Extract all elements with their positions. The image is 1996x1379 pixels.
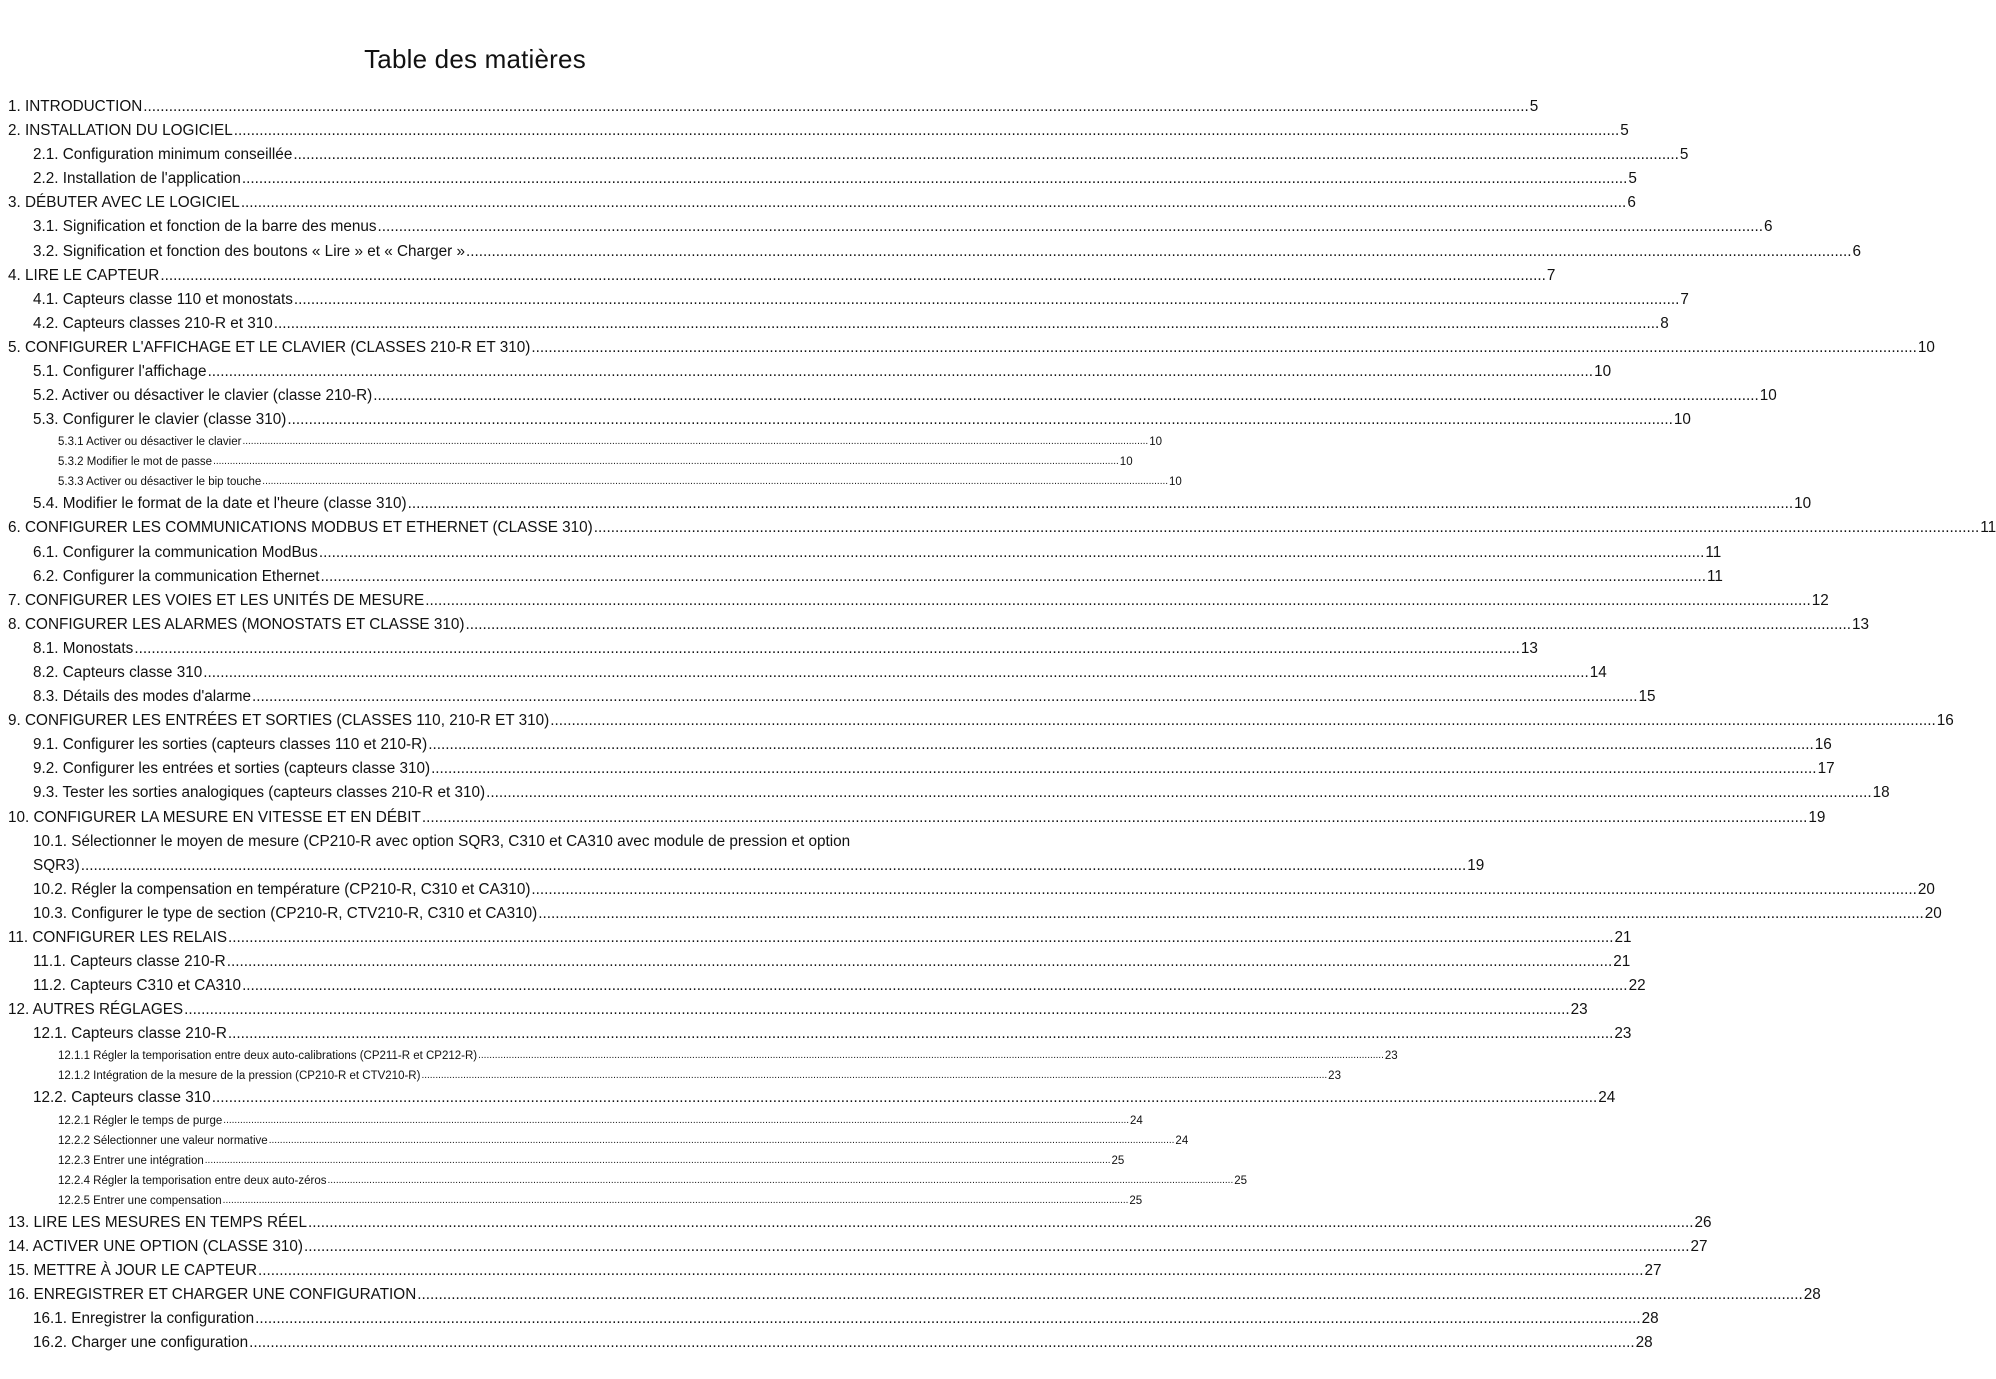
toc-entry-page: 10 xyxy=(1169,476,1182,489)
dot-leader xyxy=(234,119,1620,143)
toc-entry[interactable] xyxy=(8,902,1942,926)
toc-entry-page: 10 xyxy=(1119,456,1133,469)
dot-leader xyxy=(252,685,1638,709)
toc-entry[interactable] xyxy=(8,191,1636,215)
toc-entry[interactable] xyxy=(8,1171,1248,1191)
toc-entry-page: 11 xyxy=(1980,519,1996,537)
toc-entry-page: 27 xyxy=(1690,1237,1708,1255)
dot-leader xyxy=(242,431,1148,452)
dot-leader xyxy=(160,264,1546,288)
toc-entry-title: 5.2. Activer ou désactiver le clavier (classe 210-R) xyxy=(33,387,373,405)
toc-entry-page: 25 xyxy=(1111,1154,1125,1167)
toc-entry-page: 20 xyxy=(1917,880,1935,898)
toc-entry-page: 28 xyxy=(1635,1334,1653,1352)
toc-entry-page: 5 xyxy=(1620,122,1629,140)
toc-entry[interactable] xyxy=(8,1307,1659,1331)
dot-leader xyxy=(249,1331,1635,1355)
toc-entry-page: 19 xyxy=(1808,808,1826,826)
toc-entry[interactable] xyxy=(8,589,1829,613)
toc-entry-page: 10 xyxy=(1673,411,1691,429)
dot-leader xyxy=(373,384,1759,408)
toc-entry-title: 12.2. Capteurs classe 310 xyxy=(33,1089,211,1107)
dot-leader xyxy=(431,757,1817,781)
dot-leader xyxy=(274,312,1660,336)
toc-entry-title: 9.1. Configurer les sorties (capteurs classes 110 et 210-R) xyxy=(33,736,428,754)
toc-entry-title: 12.1. Capteurs classe 210-R xyxy=(33,1025,227,1043)
toc-entry-title: 9. CONFIGURER LES ENTRÉES ET SORTIES (CLASSES 110, 210-R ET 310) xyxy=(8,712,550,730)
dot-leader xyxy=(227,950,1613,974)
toc-entry[interactable] xyxy=(8,998,1588,1022)
dot-leader xyxy=(228,926,1614,950)
toc-entry-title: 6.2. Configurer la communication Ethernet xyxy=(33,567,320,585)
toc-entry[interactable] xyxy=(8,95,1539,119)
toc-entry[interactable] xyxy=(8,452,1133,472)
toc-entry-title-continuation: SQR3) xyxy=(33,856,80,874)
dot-leader xyxy=(242,167,1628,191)
toc-entry-page: 5 xyxy=(1529,98,1539,115)
toc-entry-title: 2.1. Configuration minimum conseillée xyxy=(33,146,293,164)
toc-entry[interactable] xyxy=(8,1211,1712,1235)
toc-entry[interactable] xyxy=(8,492,1812,516)
toc-entry-page: 7 xyxy=(1546,266,1556,284)
toc-entry-page: 22 xyxy=(1628,977,1646,995)
dot-leader xyxy=(465,613,1851,637)
dot-leader xyxy=(304,1235,1690,1259)
dot-leader xyxy=(223,1110,1129,1131)
toc-entry[interactable] xyxy=(8,1151,1125,1171)
toc-entry-title: 9.3. Tester les sorties analogiques (capteurs classes 210-R et 310) xyxy=(33,784,486,802)
toc-entry-page: 21 xyxy=(1613,953,1631,971)
toc-entry-page: 23 xyxy=(1570,1001,1588,1019)
toc-entry-page: 5 xyxy=(1628,170,1637,188)
toc-entry-page: 24 xyxy=(1130,1114,1143,1127)
toc-entry-title: 12.1.2 Intégration de la mesure de la pression (CP210-R et CTV210-R) xyxy=(58,1070,421,1083)
toc-entry-title: 12.1.1 Régler la temporisation entre deux auto-calibrations (CP211-R et CP212-R) xyxy=(58,1050,478,1063)
toc-entry-page: 17 xyxy=(1817,760,1835,778)
toc-entry[interactable] xyxy=(8,360,1612,384)
dot-leader xyxy=(213,451,1119,472)
toc-entry-title: 6. CONFIGURER LES COMMUNICATIONS MODBUS ET ETHERNET (CLASSE 310) xyxy=(8,519,593,537)
toc-entry-page: 5 xyxy=(1679,146,1689,164)
toc-entry-page: 6 xyxy=(1852,242,1862,260)
toc-entry-page: 26 xyxy=(1694,1213,1712,1231)
toc-entry[interactable] xyxy=(8,637,1538,661)
toc-entry-title: 10.1. Sélectionner le moyen de mesure (CP210-R avec option SQR3, C310 et CA310 avec module de pression et option xyxy=(33,832,851,850)
toc-entry-title: 8.3. Détails des modes d'alarme xyxy=(33,688,252,706)
dot-leader xyxy=(531,336,1917,360)
dot-leader xyxy=(205,1150,1111,1171)
toc-entry-page: 10 xyxy=(1594,363,1612,381)
toc-entry-page: 23 xyxy=(1614,1025,1632,1043)
toc-entry[interactable] xyxy=(8,1131,1189,1151)
toc-entry-title: 2.2. Installation de l'application xyxy=(33,170,241,188)
toc-entry-title: 15. METTRE À JOUR LE CAPTEUR xyxy=(8,1261,258,1279)
toc-entry[interactable] xyxy=(8,264,1556,288)
dot-leader xyxy=(425,589,1811,613)
toc-entry[interactable] xyxy=(8,757,1835,781)
toc-entry-title: 16. ENREGISTRER ET CHARGER UNE CONFIGURATION xyxy=(8,1285,417,1303)
toc-entry[interactable] xyxy=(8,541,1722,565)
toc-entry-title: 12.2.4 Régler la temporisation entre deux auto-zéros xyxy=(58,1174,327,1187)
toc-entry-page: 25 xyxy=(1234,1174,1248,1187)
dot-leader xyxy=(408,492,1794,516)
toc-entry-title: 14. ACTIVER UNE OPTION (CLASSE 310) xyxy=(8,1237,303,1255)
dot-leader xyxy=(308,1211,1694,1235)
toc-entry-page: 13 xyxy=(1520,639,1538,657)
dot-leader xyxy=(143,95,1529,119)
toc-entry[interactable] xyxy=(8,119,1629,143)
toc-entry-page: 23 xyxy=(1328,1070,1341,1083)
toc-entry[interactable] xyxy=(8,408,1691,432)
toc-entry[interactable] xyxy=(8,878,1935,902)
toc-entry-title: 11.1. Capteurs classe 210-R xyxy=(33,953,226,971)
toc-entry-title: 12. AUTRES RÉGLAGES xyxy=(8,1001,184,1019)
toc-entry-title: 4.1. Capteurs classe 110 et monostats xyxy=(33,290,293,308)
toc-entry[interactable] xyxy=(8,1066,1341,1086)
toc-entry-title: 8.2. Capteurs classe 310 xyxy=(33,663,203,681)
toc-entry-page: 14 xyxy=(1589,663,1607,681)
toc-entry-title: 7. CONFIGURER LES VOIES ET LES UNITÉS DE MESURE xyxy=(8,591,425,609)
toc-entry-page: 16 xyxy=(1936,712,1954,730)
dot-leader xyxy=(417,1283,1803,1307)
toc-entry[interactable] xyxy=(8,1111,1143,1131)
toc-entry-page: 10 xyxy=(1794,495,1812,513)
dot-leader xyxy=(486,781,1872,805)
toc-entry-title: 16.2. Charger une configuration xyxy=(33,1334,249,1352)
toc-entry-title: 10.2. Régler la compensation en température (CP210-R, C310 et CA310) xyxy=(33,880,531,898)
toc-entry[interactable] xyxy=(8,1086,1616,1110)
toc-entry-title: 8. CONFIGURER LES ALARMES (MONOSTATS ET CLASSE 310) xyxy=(8,615,465,633)
toc-entry[interactable] xyxy=(8,685,1656,709)
dot-leader xyxy=(466,240,1852,264)
toc-entry[interactable] xyxy=(8,312,1669,336)
dot-leader xyxy=(134,637,1520,661)
toc-entry-title: 8.1. Monostats xyxy=(33,639,134,657)
toc-entry-title: 1. INTRODUCTION xyxy=(8,98,143,115)
toc-entry-title: 5.4. Modifier le format de la date et l'heure (classe 310) xyxy=(33,495,407,513)
dot-leader xyxy=(184,998,1570,1022)
toc-entry-page: 11 xyxy=(1705,543,1722,561)
dot-leader xyxy=(422,806,1808,830)
toc-entry[interactable] xyxy=(8,384,1777,408)
toc-entry-title: 5.3.3 Activer ou désactiver le bip touche xyxy=(58,476,262,489)
dot-leader xyxy=(550,709,1936,733)
toc-entry-page: 8 xyxy=(1660,314,1669,332)
dot-leader xyxy=(241,191,1627,215)
toc-entry-page: 21 xyxy=(1614,929,1632,946)
toc-entry-title: 9.2. Configurer les entrées et sorties (capteurs classe 310) xyxy=(33,760,431,778)
dot-leader xyxy=(255,1307,1641,1331)
dot-leader xyxy=(378,215,1764,239)
toc-entry-title: 4. LIRE LE CAPTEUR xyxy=(8,266,160,284)
toc-entry-title: 3. DÉBUTER AVEC LE LOGICIEL xyxy=(8,194,240,212)
dot-leader xyxy=(212,1086,1598,1110)
toc-entry-title: 5.3. Configurer le clavier (classe 310) xyxy=(33,411,287,429)
toc-entry-page: 10 xyxy=(1759,387,1777,405)
dot-leader xyxy=(321,565,1707,589)
page-title: Table des matières xyxy=(364,44,586,74)
toc-entry-title: 10. CONFIGURER LA MESURE EN VITESSE ET EN DÉBIT xyxy=(8,808,421,826)
toc-entry-title: 3.1. Signification et fonction de la barre des menus xyxy=(33,218,377,236)
toc-entry-page: 10 xyxy=(1917,338,1935,356)
toc-entry[interactable] xyxy=(8,733,1832,757)
toc-entry-page: 18 xyxy=(1872,784,1890,802)
dot-leader xyxy=(228,1022,1614,1046)
toc-entry[interactable] xyxy=(8,709,1954,733)
toc-entry-page: 23 xyxy=(1384,1050,1398,1063)
toc-entry[interactable] xyxy=(8,926,1632,950)
toc-entry[interactable] xyxy=(8,288,1689,312)
toc-entry-page: 6 xyxy=(1627,194,1636,212)
toc-entry-page: 20 xyxy=(1924,904,1942,922)
toc-entry-page: 28 xyxy=(1641,1309,1659,1327)
toc-entry-page: 10 xyxy=(1149,436,1162,449)
toc-entry-title: 5. CONFIGURER L'AFFICHAGE ET LE CLAVIER (CLASSES 210-R ET 310) xyxy=(8,338,531,356)
toc-entry-page: 24 xyxy=(1175,1134,1189,1147)
toc-entry-title: 3.2. Signification et fonction des boutons « Lire » et « Charger » xyxy=(33,242,465,260)
toc-entry-page: 15 xyxy=(1638,688,1656,706)
toc-entry-page: 27 xyxy=(1644,1261,1662,1279)
dot-leader xyxy=(262,471,1168,492)
toc-entry-page: 7 xyxy=(1680,290,1689,308)
toc-entry-page: 6 xyxy=(1764,218,1773,236)
table-of-contents xyxy=(8,95,1996,1355)
toc-entry-page: 19 xyxy=(1467,856,1485,874)
toc-entry-title: 12.2.5 Entrer une compensation xyxy=(58,1194,222,1207)
toc-entry-title: 10.3. Configurer le type de section (CP210-R, CTV210-R, C310 et CA310) xyxy=(33,904,538,922)
toc-entry[interactable] xyxy=(8,1191,1143,1211)
dot-leader xyxy=(478,1045,1384,1066)
toc-entry[interactable] xyxy=(8,806,1826,830)
toc-entry[interactable] xyxy=(8,613,1869,637)
toc-entry-title: 5.3.2 Modifier le mot de passe xyxy=(58,456,213,469)
toc-entry[interactable] xyxy=(8,336,1935,360)
toc-entry-page: 25 xyxy=(1129,1194,1143,1207)
toc-entry[interactable] xyxy=(8,1022,1632,1046)
toc-entry[interactable] xyxy=(8,950,1631,974)
dot-leader xyxy=(203,661,1589,685)
dot-leader xyxy=(258,1259,1644,1283)
toc-entry-page: 13 xyxy=(1851,615,1869,633)
dot-leader xyxy=(421,1065,1327,1086)
toc-entry[interactable] xyxy=(8,1235,1708,1259)
dot-leader xyxy=(293,143,1679,167)
toc-entry[interactable] xyxy=(8,472,1182,492)
toc-entry-title: 11.2. Capteurs C310 et CA310 xyxy=(33,977,242,995)
dot-leader xyxy=(223,1190,1129,1211)
toc-entry[interactable] xyxy=(8,661,1607,685)
toc-entry[interactable] xyxy=(8,143,1689,167)
toc-entry-title: 5.3.1 Activer ou désactiver le clavier xyxy=(58,436,242,449)
dot-leader xyxy=(208,360,1594,384)
dot-leader xyxy=(428,733,1814,757)
toc-entry[interactable] xyxy=(8,432,1162,452)
dot-leader xyxy=(538,902,1924,926)
toc-entry-title: 12.2.1 Régler le temps de purge xyxy=(58,1114,223,1127)
dot-leader xyxy=(242,974,1628,998)
toc-entry-title: 6.1. Configurer la communication ModBus xyxy=(33,543,318,561)
toc-entry[interactable] xyxy=(8,1283,1821,1307)
dot-leader xyxy=(81,854,1467,878)
toc-entry-title: 2. INSTALLATION DU LOGICIEL xyxy=(8,122,233,140)
toc-entry[interactable] xyxy=(8,167,1637,191)
dot-leader xyxy=(328,1170,1234,1191)
toc-entry-title: 12.2.3 Entrer une intégration xyxy=(58,1154,204,1167)
toc-entry-page: 12 xyxy=(1811,591,1829,609)
toc-entry[interactable] xyxy=(8,565,1723,589)
toc-entry[interactable] xyxy=(8,830,942,854)
toc-entry-title: 13. LIRE LES MESURES EN TEMPS RÉEL xyxy=(8,1213,307,1231)
toc-entry[interactable] xyxy=(8,974,1646,998)
toc-entry-title: 4.2. Capteurs classes 210-R et 310 xyxy=(33,314,273,332)
toc-entry-title: 16.1. Enregistrer la configuration xyxy=(33,1309,255,1327)
toc-entry[interactable] xyxy=(8,1046,1398,1066)
dot-leader xyxy=(531,878,1917,902)
toc-entry-page: 28 xyxy=(1803,1285,1821,1303)
toc-entry-title: 12.2.2 Sélectionner une valeur normative xyxy=(58,1134,268,1147)
dot-leader xyxy=(269,1130,1175,1151)
dot-leader xyxy=(594,516,1980,540)
toc-entry-continuation[interactable] xyxy=(8,854,1485,878)
toc-entry[interactable] xyxy=(8,516,1996,540)
toc-entry[interactable] xyxy=(8,1259,1662,1283)
toc-entry[interactable] xyxy=(8,215,1773,239)
dot-leader xyxy=(294,288,1680,312)
toc-entry[interactable] xyxy=(8,781,1890,805)
toc-entry-title: 5.1. Configurer l'affichage xyxy=(33,363,207,381)
dot-leader xyxy=(319,541,1705,565)
toc-entry[interactable] xyxy=(8,240,1862,264)
toc-entry[interactable] xyxy=(8,1331,1653,1355)
dot-leader xyxy=(287,408,1673,432)
toc-entry-page: 16 xyxy=(1814,736,1832,754)
toc-entry-page: 11 xyxy=(1707,567,1723,585)
toc-entry-page: 24 xyxy=(1598,1089,1616,1107)
toc-entry-title: 11. CONFIGURER LES RELAIS xyxy=(8,929,228,946)
